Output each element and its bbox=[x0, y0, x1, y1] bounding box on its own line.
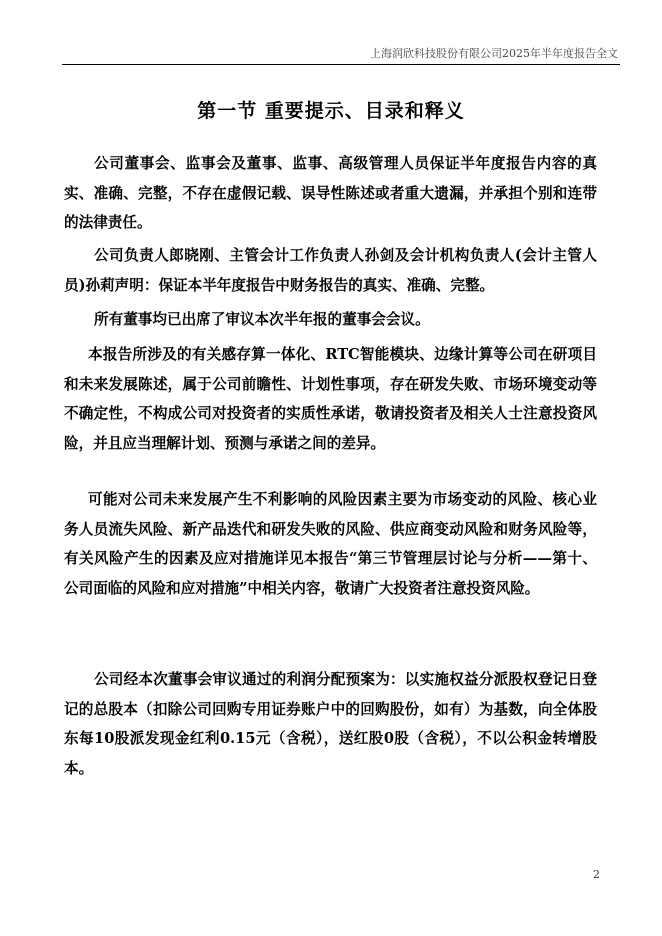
running-header: 上海润欣科技股份有限公司2025年半年度报告全文 bbox=[370, 47, 618, 60]
page-number: 2 bbox=[593, 868, 600, 881]
header-divider bbox=[62, 64, 620, 65]
paragraph-board-guarantee: 公司董事会、监事会及董事、监事、高级管理人员保证半年度报告内容的真实、准确、完整，不存在虚假记载、误导性陈述或者重大遗漏，并承担个别和连带的法律责任。 bbox=[64, 155, 597, 231]
section-title: 第一节 重要提示、目录和释义 bbox=[197, 100, 465, 122]
paragraph-profit-distribution: 公司经本次董事会审议通过的利润分配预案为：以实施权益分派股权登记日登记的总股本（扣除公司回购专用证券账户中的回购股份，如有）为基数，向全体股东每10股派发现金红利0.15元（含税），送红股0股（含税），不以公积金转增股本。 bbox=[64, 671, 597, 777]
paragraph-directors-attendance: 所有董事均已出席了审议本次半年报的董事会会议。 bbox=[94, 311, 430, 328]
paragraph-risk-factors: 可能对公司未来发展产生不利影响的风险因素主要为市场变动的风险、核心业务人员流失风险、新产品迭代和研发失败的风险、供应商变动风险和财务风险等，有关风险产生的因素及应对措施详见本报告“第三节管理层讨论与分析——第十、公司面临的风险和应对措施”中相关内容，敬请广大投资者注意投资风险。 bbox=[64, 491, 597, 597]
paragraph-responsible-persons-statement: 公司负责人郎晓刚、主管会计工作负责人孙剑及会计机构负责人(会计主管人员)孙莉声明：保证本半年度报告中财务报告的真实、准确、完整。 bbox=[64, 247, 597, 294]
paragraph-forward-looking-statement: 本报告所涉及的有关感存算一体化、RTC智能模块、边缘计算等公司在研项目和未来发展陈述，属于公司前瞻性、计划性事项，存在研发失败、市场环境变动等不确定性，不构成公司对投资者的实质性承诺，敬请投资者及相关人士注意投资风险，并且应当理解计划、预测与承诺之间的差异。 bbox=[64, 346, 597, 452]
